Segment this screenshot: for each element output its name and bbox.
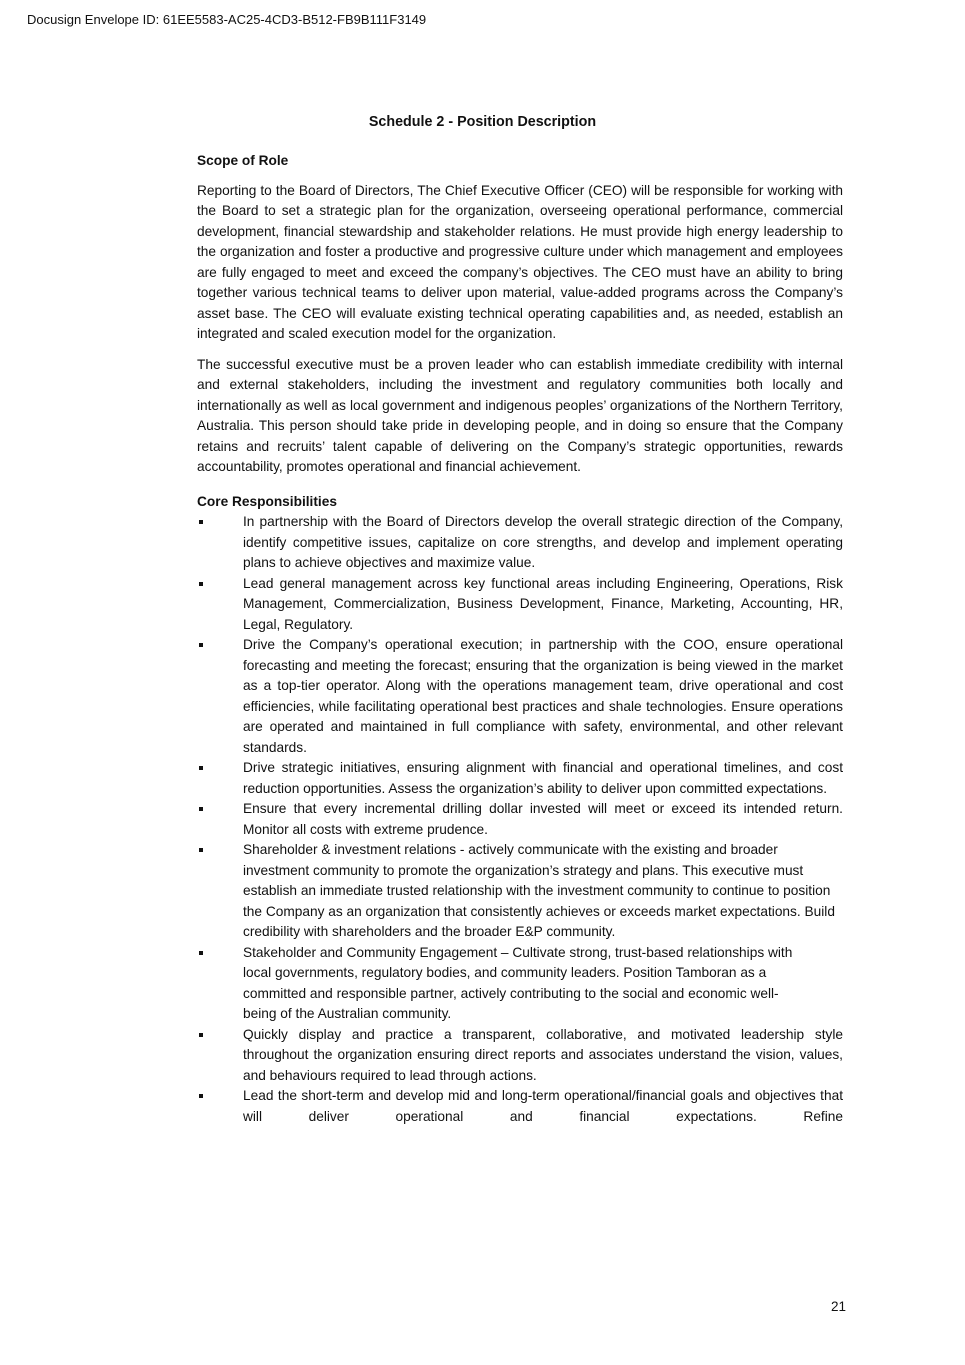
page-number: 21 xyxy=(831,1299,847,1314)
list-item-text: Quickly display and practice a transparent, collaborative, and motivated leadership style throughout the organization ensuring direct reports and associates understand the vision, values, and behaviours required to lead through actions. xyxy=(243,1026,843,1083)
bullet-square-icon xyxy=(199,643,203,647)
document-title: Schedule 2 - Position Description xyxy=(368,114,597,130)
scope-paragraph: Reporting to the Board of Directors, The Chief Executive Officer (CEO) will be responsible for working with the Board to set a strategic plan for the organization, overseeing operational performance, commercial development, financial stewardship and stakeholder relations. He must provide high energy leadership to the organization and foster a productive and progressive culture under which management and employees are fully engaged to meet and exceed the company’s objectives. The CEO must have an ability to bring together various technical teams to deliver upon material, value-added programs across the Company’s asset base. The CEO will evaluate existing technical operating capabilities and, as needed, establish an integrated and scaled execution model for the organization. xyxy=(197,182,843,341)
bullet-square-icon xyxy=(199,766,203,770)
list-item xyxy=(197,840,843,943)
list-item-text: Lead the short-term and develop mid and long-term operational/financial goals and objectives that will deliver operational and financial expectations. Refine xyxy=(243,1088,843,1124)
list-item xyxy=(197,943,843,1025)
bullet-square-icon xyxy=(199,848,203,852)
list-item xyxy=(197,758,843,799)
bullet-square-icon xyxy=(199,582,203,586)
list-item xyxy=(197,635,843,758)
list-item-text: Shareholder & investment relations - actively communicate with the existing and broader investment community to promote the organization’s strategy and plans. This executive must establish an immediate trusted relationship with the investment community to continue to position the Company as an organization that consistently achieves or exceeds market expectations. Build credibility with shareholders and the broader E&P community. xyxy=(243,842,835,939)
bullet-square-icon xyxy=(199,951,203,955)
bullet-square-icon xyxy=(199,520,203,524)
list-item xyxy=(197,512,843,574)
list-item xyxy=(197,1086,843,1127)
section-heading-scope-of-role: Scope of Role xyxy=(197,153,289,168)
document-body xyxy=(197,151,843,1127)
list-item-text: Ensure that every incremental drilling dollar invested will meet or exceed its intended return. Monitor all costs with extreme prudence. xyxy=(243,801,843,837)
scope-paragraph: The successful executive must be a proven leader who can establish immediate credibility with internal and external stakeholders, including the investment and regulatory communities both locally and internationally as well as local government and indigenous peoples’ organizations of the Northern Territory, Australia. This person should take pride in developing people, and in doing so ensure that the Company retains and recruits’ talent capable of delivering on the Company’s strategic opportunities, rewards accountability, promotes operational and financial achievement. xyxy=(197,356,843,474)
list-item-text: Stakeholder and Community Engagement – Cultivate strong, trust-based relationships with local governments, regulatory bodies, and community leaders. Position Tamboran as a committed and responsible partner, actively contributing to the social and economic well-being of the Australian community. xyxy=(243,944,793,1021)
list-item xyxy=(197,574,843,636)
list-item xyxy=(197,799,843,840)
list-item-text: Drive strategic initiatives, ensuring alignment with financial and operational timelines, and cost reduction opportunities. Assess the organization’s ability to deliver upon committed expectations. xyxy=(243,760,843,796)
list-item-text: Lead general management across key functional areas including Engineering, Operations, Risk Management, Commercialization, Business Development, Finance, Marketing, Accounting, HR, Legal, Regulatory. xyxy=(243,575,843,632)
docusign-envelope-id: Docusign Envelope ID: 61EE5583-AC25-4CD3-B512-FB9B111F3149 xyxy=(27,12,427,27)
section-heading-core-responsibilities: Core Responsibilities xyxy=(197,493,337,509)
list-item-text: Drive the Company’s operational execution; in partnership with the COO, ensure operational forecasting and meeting the forecast; ensuring that the organization is being viewed in the market as a top-tier operator. Along with the operations management team, drive operational and cost efficiencies, while facilitating operational best practices and shale technologies. Ensure operations are operated and maintained in full compliance with safety, environmental, and other relevant standards. xyxy=(243,637,843,755)
responsibilities-list xyxy=(197,512,843,1127)
list-item-text: In partnership with the Board of Directors develop the overall strategic direction of the Company, identify competitive issues, capitalize on core strengths, and develop and implement operating plans to achieve objectives and maximize value. xyxy=(243,514,843,570)
bullet-square-icon xyxy=(199,807,203,811)
bullet-square-icon xyxy=(199,1094,203,1098)
bullet-square-icon xyxy=(199,1033,203,1037)
list-item xyxy=(197,1025,843,1087)
